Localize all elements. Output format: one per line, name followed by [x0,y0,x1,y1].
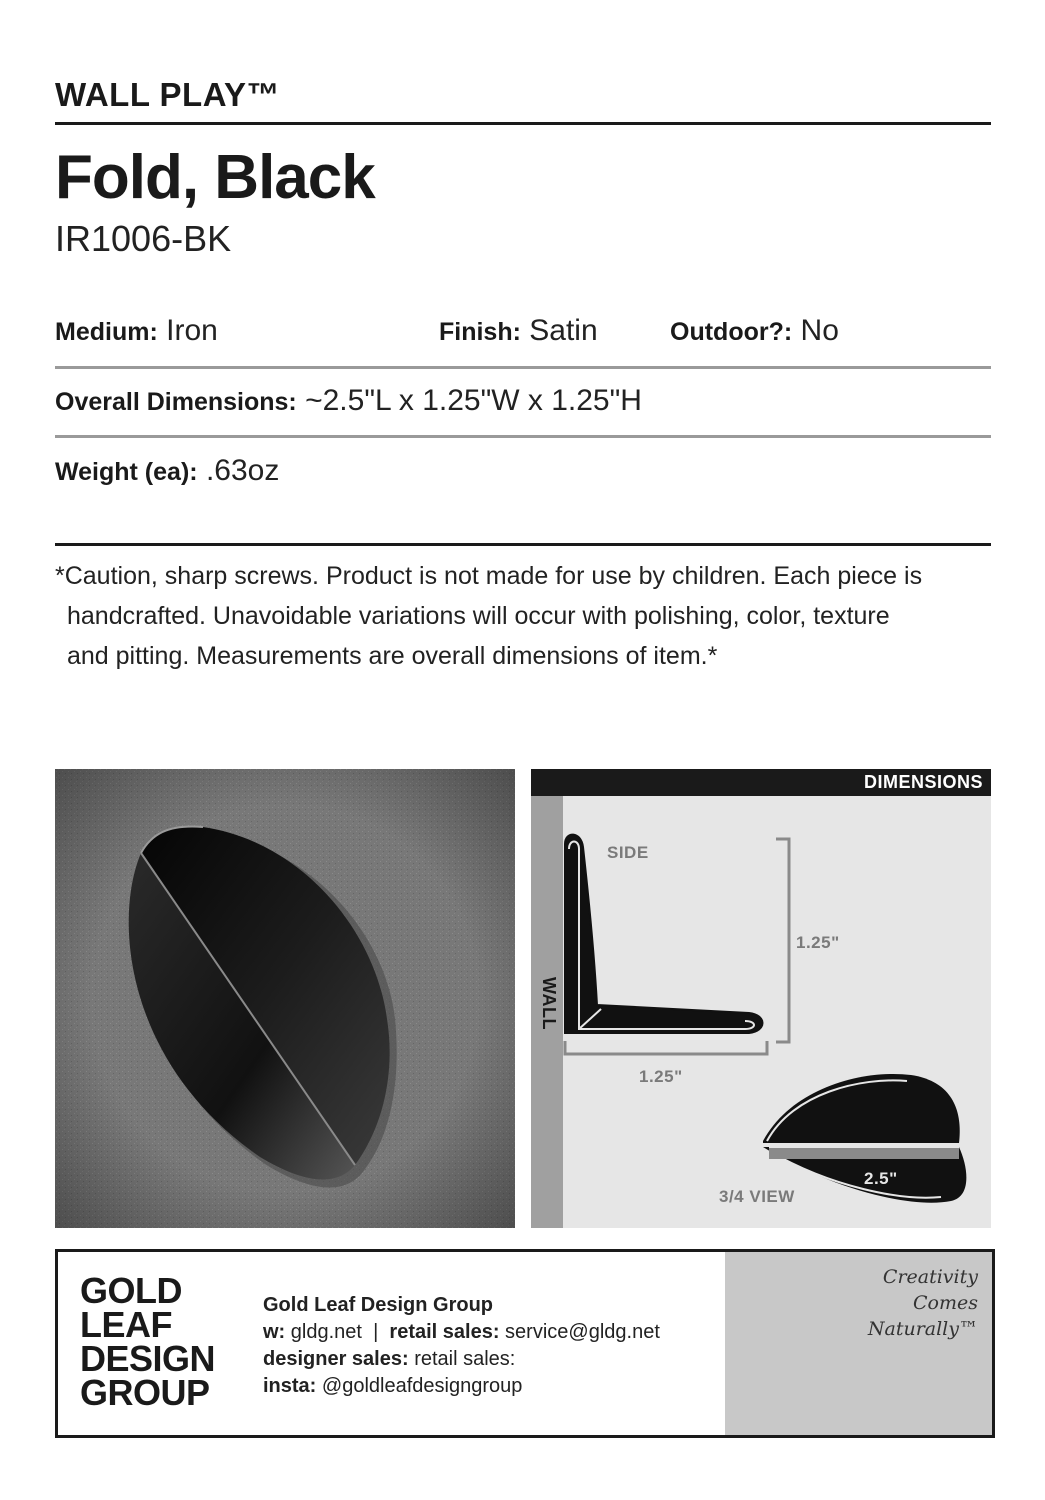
spec-weight-value: .63oz [205,454,280,487]
tagline-line-3: Naturally™ [867,1318,978,1340]
insta-label: insta: [263,1375,317,1397]
product-photo-image [55,769,515,1228]
length-bar [769,1147,959,1159]
spec-finish-value: Satin [529,314,598,347]
tagline-panel [725,1252,992,1435]
spec-outdoor-label: Outdoor?: [670,318,793,346]
contact-info [263,1292,660,1400]
product-photo [55,769,515,1228]
specs-divider-1 [55,366,991,369]
tagline-line-1: Creativity [882,1266,978,1288]
spec-weight-label: Weight (ea): [55,458,198,486]
tagline [868,1264,978,1342]
spec-outdoor [670,314,839,348]
height-label: 1.25" [796,933,840,952]
brand-title: WALL PLAY™ [55,76,281,113]
width-bracket [565,1041,767,1054]
logo-line-2: LEAF [80,1304,172,1345]
logo-line-1: GOLD [80,1270,182,1311]
insta-handle[interactable]: @goldleafdesigngroup [321,1375,523,1397]
product-name: Fold, Black [55,143,375,212]
web-link[interactable]: gldg.net [290,1321,362,1343]
side-view-shape [565,835,763,1033]
diagram-header-label: DIMENSIONS [863,772,983,792]
company-logo [80,1270,216,1413]
web-label: w: [263,1321,286,1343]
logo-line-3: DESIGN [80,1338,216,1379]
length-label: 2.5" [864,1169,898,1188]
product-sku: IR1006-BK [55,218,232,259]
spec-medium-label: Medium: [55,318,158,346]
disclaimer-line-2: handcrafted. Unavoidable variations will occur with polishing, color, texture [67,602,890,630]
spec-finish-label: Finish: [439,318,521,346]
dimension-drawing [531,769,991,1228]
spec-dimensions-label: Overall Dimensions: [55,388,297,416]
designer-sales-label: designer sales: [263,1348,409,1370]
three-quarter-view-top [763,1074,960,1143]
spec-medium [55,314,218,348]
wall-label: WALL [539,977,559,1030]
spec-weight [55,454,279,488]
spec-outdoor-value: No [800,314,839,347]
header-divider [55,122,991,125]
spec-medium-value: Iron [166,314,218,347]
company-name: Gold Leaf Design Group [263,1294,494,1316]
specs-row-1 [55,314,991,354]
dimensions-diagram [531,769,991,1228]
contact-separator: | [373,1321,379,1343]
footer [55,1249,995,1438]
disclaimer [55,556,995,676]
spec-finish [439,314,598,348]
view-label: 3/4 VIEW [719,1187,795,1206]
spec-dimensions-value: ~2.5"L x 1.25"W x 1.25"H [305,384,642,417]
specs-divider-2 [55,435,991,438]
height-bracket [776,839,789,1042]
specs-divider-3 [55,543,991,546]
retail-sales-email[interactable]: service@gldg.net [505,1321,660,1343]
side-label: SIDE [607,843,649,862]
disclaimer-line-1: *Caution, sharp screws. Product is not made for use by children. Each piece is [55,562,923,590]
tagline-line-2: Comes [913,1292,978,1314]
spec-dimensions [55,384,642,418]
designer-sales-value: retail sales: [414,1348,516,1370]
width-label: 1.25" [639,1067,683,1086]
disclaimer-line-3: and pitting. Measurements are overall dimensions of item.* [67,642,718,670]
logo-line-4: GROUP [80,1372,210,1413]
retail-sales-label: retail sales: [389,1321,500,1343]
